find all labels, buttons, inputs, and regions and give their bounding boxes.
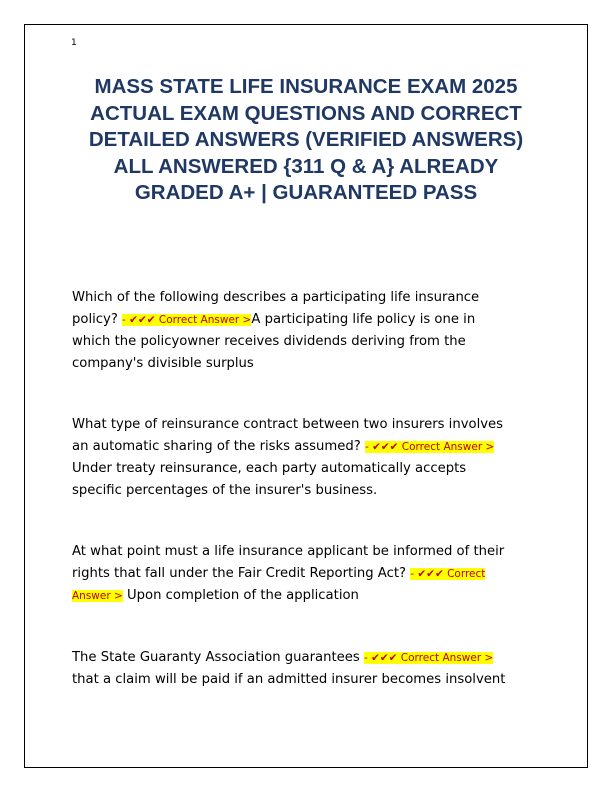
title-line: ACTUAL EXAM QUESTIONS AND CORRECT	[90, 101, 522, 125]
page-number: 1	[71, 38, 77, 48]
answer-text: which the policyowner receives dividends deriving from the	[72, 334, 466, 349]
correct-answer-marker: - ✔✔✔ Correct Answer >	[122, 314, 252, 326]
correct-answer-marker: Answer >	[72, 590, 123, 602]
document-title	[56, 74, 556, 207]
title-line: ALL ANSWERED {311 Q & A} ALREADY	[113, 154, 499, 178]
qa-item-2	[72, 414, 547, 502]
question-text: an automatic sharing of the risks assumed?	[72, 439, 361, 454]
correct-answer-marker: - ✔✔✔ Correct	[410, 568, 486, 580]
answer-text: Under treaty reinsurance, each party automatically accepts	[72, 461, 467, 476]
answer-text: A participating life policy is one in	[251, 312, 476, 327]
title-line: DETAILED ANSWERS (VERIFIED ANSWERS)	[88, 128, 524, 151]
question-text: Which of the following describes a participating life insurance	[72, 290, 480, 305]
title-line: GRADED A+ | GUARANTEED PASS	[134, 181, 478, 204]
answer-text: Upon completion of the application	[127, 588, 359, 603]
qa-item-4	[72, 647, 547, 691]
qa-item-1	[72, 287, 547, 375]
title-line: MASS STATE LIFE INSURANCE EXAM 2025	[94, 75, 518, 98]
question-text: What type of reinsurance contract between two insurers involves	[72, 417, 504, 432]
question-text: rights that fall under the Fair Credit Reporting Act?	[72, 566, 407, 581]
correct-answer-marker: - ✔✔✔ Correct Answer >	[363, 652, 494, 664]
question-text: At what point must a life insurance applicant be informed of their	[72, 544, 505, 559]
question-text: The State Guaranty Association guarantees	[72, 650, 360, 665]
answer-text: that a claim will be paid if an admitted insurer becomes insolvent	[72, 672, 506, 687]
question-text: policy?	[72, 312, 118, 327]
answer-text: specific percentages of the insurer's business.	[72, 483, 378, 498]
correct-answer-marker: - ✔✔✔ Correct Answer >	[364, 441, 495, 453]
qa-item-3	[72, 541, 547, 607]
answer-text: company's divisible surplus	[72, 356, 254, 371]
